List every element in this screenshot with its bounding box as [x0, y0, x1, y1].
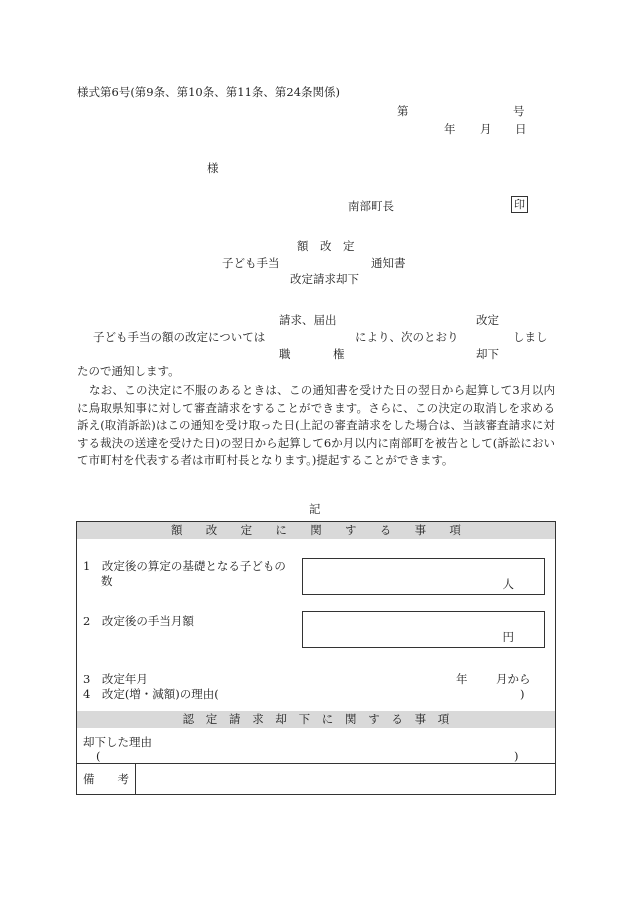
rejection-open-paren: ( — [96, 749, 101, 763]
title-option-2: 改定請求却下 — [290, 272, 359, 286]
item4-close: ) — [520, 687, 525, 701]
appeal-note: なお、この決定に不服のあるときは、この通知書を受けた日の翌日から起算して3月以内に鳥取県知事に対して審査請求をすることができます。さらに、この決定の取消しを求める訴え(取消訴訟)はこの通知を受け取った日(上記の審査請求をした場合は、当該審査請求に対する裁決の送達を受けた日)の翌日から起算して6か月以内に南部町を被告として(訴訟において市町村を代表する者は市町村長となります。)提起することができます。 — [77, 383, 555, 467]
body-middle: により、次のとおり — [355, 330, 459, 344]
addressee-suffix: 様 — [207, 161, 219, 175]
basis-option-bottom-b: 権 — [333, 347, 345, 361]
rejection-close-paren: ) — [514, 749, 519, 763]
body-continuation: たので通知します。 — [77, 364, 180, 378]
body-tail: しまし — [513, 330, 548, 344]
section2-header: 認 定 請 求 却 下 に 関 す る 事 項 — [77, 711, 555, 728]
number-go: 号 — [513, 104, 525, 118]
children-unit: 人 — [502, 577, 514, 591]
basis-option-bottom-a: 職 — [279, 347, 291, 361]
date-year: 年 — [444, 122, 456, 136]
amount-unit: 円 — [502, 630, 514, 644]
issuer: 南部町長 — [348, 199, 394, 213]
item2-label: 2 改定後の手当月額 — [83, 614, 194, 628]
details-table — [76, 521, 556, 795]
item4-label: 4 改定(増・減額)の理由( — [83, 687, 219, 701]
rejection-reason-label: 却下した理由 — [83, 735, 152, 749]
title-prefix: 子ども手当 — [222, 256, 280, 270]
children-count-box — [302, 558, 545, 595]
item3-label: 3 改定年月 — [83, 672, 148, 686]
decision-option-bottom: 却下 — [476, 347, 499, 361]
form-number: 様式第6号(第9条、第10条、第11条、第24条関係) — [77, 85, 341, 99]
date-month: 月 — [480, 122, 492, 136]
title-suffix: 通知書 — [371, 256, 406, 270]
item1-label: 1 改定後の算定の基礎となる子どもの — [83, 559, 286, 573]
title-option-1: 額 改 定 — [297, 239, 355, 253]
remarks-divider — [77, 763, 555, 764]
remarks-label: 備 考 — [83, 772, 129, 786]
date-day: 日 — [515, 122, 527, 136]
item3-year: 年 — [456, 672, 468, 686]
item3-month: 月から — [496, 672, 531, 686]
ki-marker: 記 — [309, 502, 321, 516]
seal-mark: 印 — [511, 196, 528, 213]
monthly-amount-box — [302, 611, 545, 648]
body-lead: 子ども手当の額の改定については — [93, 330, 266, 344]
decision-option-top: 改定 — [476, 313, 499, 327]
number-dai: 第 — [397, 104, 409, 118]
remarks-column-divider — [135, 763, 136, 795]
item1-label-cont: 数 — [101, 574, 113, 588]
basis-option-top: 請求、届出 — [279, 313, 337, 327]
section1-header: 額 改 定 に 関 す る 事 項 — [77, 522, 555, 539]
